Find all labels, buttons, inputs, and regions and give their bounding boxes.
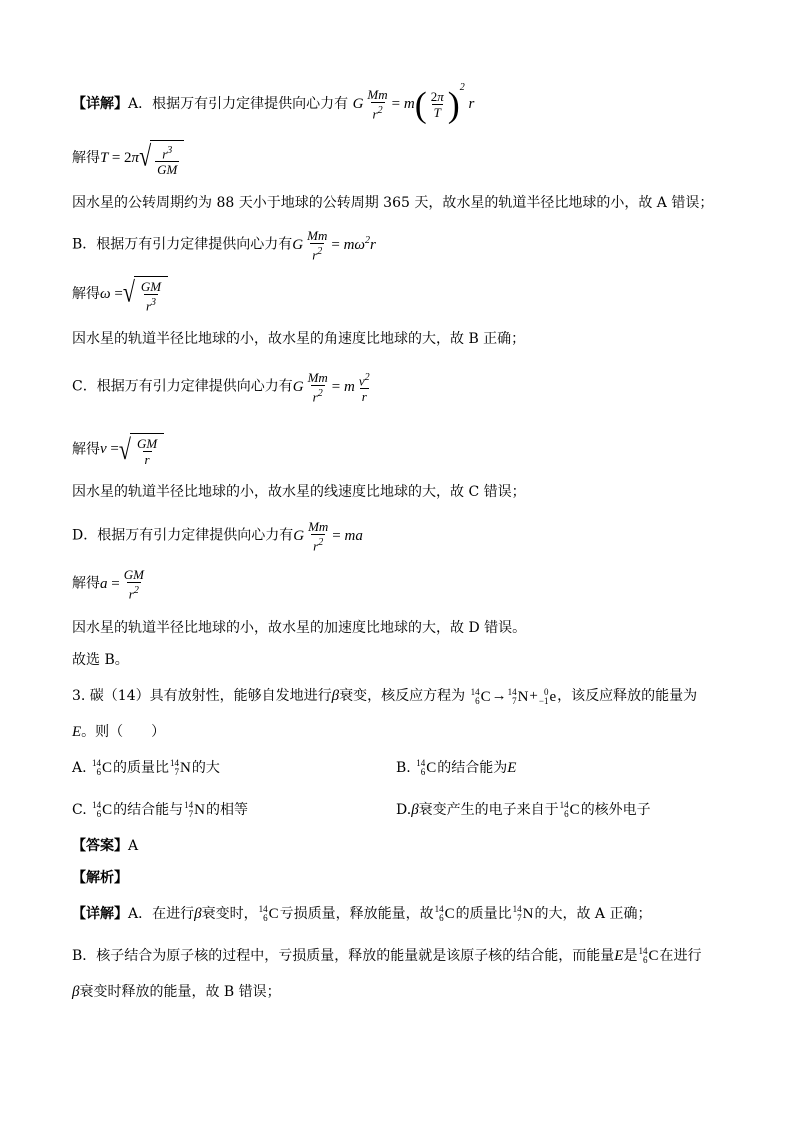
gravity-period-formula: G $\frac{Mm}{r^2}$ = m( $\frac{2\pi}{T}$ )$^2$ r: [352, 82, 475, 125]
gravity-acceleration-formula: G $\frac{Mm}{r^2}$ = ma: [293, 519, 363, 554]
detail-label: 【详解】: [72, 96, 128, 112]
detail-A-formula-line: [72, 78, 474, 125]
nuclide-n14: 14 7 N: [512, 904, 534, 923]
q3-stem-part3: ，该反应释放的能量为: [557, 688, 698, 704]
detail-C-formula-line: [72, 370, 374, 404]
answer-label: 【答案】: [72, 838, 128, 854]
velocity-formula: v = √ $\frac{GM}{r}$: [100, 441, 164, 457]
gravity-velocity-formula: G $\frac{Mm}{r^2}$ = m $\frac{v^2}{r}$: [292, 370, 370, 405]
option-A[interactable]: A. 14 6 C 的质量比 14 7 N 的大: [72, 758, 220, 777]
q3-stem-part1: 3. 碳（14）具有放射性，能够自发地进行: [72, 688, 332, 704]
nuclide-c14: 14 6 C: [258, 904, 279, 923]
conclusion-D: 因水星的轨道半径比地球的小，故水星的加速度比地球的大，故 D 错误。: [72, 620, 527, 636]
analysis-B-line2: β衰变时释放的能量，故 B 错误；: [72, 984, 281, 1000]
nuclide-n14: 14 7 N: [184, 800, 205, 819]
nuclide-n14: 14 7 N: [170, 758, 191, 777]
nuclide-n14: 14 7 N: [507, 686, 529, 706]
detail-B-formula-line: [72, 228, 376, 262]
nuclide-c14: 14 6 C: [92, 758, 113, 777]
nuclide-electron: 0 −1 e: [538, 686, 557, 706]
nuclear-equation: 14 6 C → 14 7 N + 0 −1 e: [470, 686, 557, 706]
nuclide-c14: 14 6 C: [434, 904, 455, 923]
question-3-stem-line2: [72, 722, 165, 742]
question-3-stem-line1: [72, 686, 697, 707]
option-D[interactable]: D.β衰变产生的电子来自于 14 6 C 的核外电子: [396, 800, 651, 819]
nuclide-c14: 14 6 C: [559, 800, 580, 819]
nuclide-c14: 14 6 C: [92, 800, 113, 819]
conclusion-A: 因水星的公转周期约为 88 天小于地球的公转周期 365 天，故水星的轨道半径比地球的小，故 A 错误；: [72, 195, 714, 211]
intro-C: C．根据万有引力定律提供向心力有: [72, 378, 293, 395]
q3-stem-part2: 衰变，核反应方程为: [339, 688, 466, 704]
analysis-A-line: 【详解】A．在进行β衰变时， 14 6 C 亏损质量，释放能量，故 14 6 C 的质量比 14 7 N 的大，故 A 正确；: [72, 904, 652, 923]
option-C[interactable]: C. 14 6 C 的结合能与 14 7 N 的相等: [72, 800, 248, 819]
gravity-omega-formula: G $\frac{Mm}{r^2}$ = $m\omega^2r$: [292, 228, 376, 263]
analysis-label: 【解析】: [72, 870, 128, 886]
answer-line: [72, 836, 138, 856]
period-formula: T = 2π √ $\frac{r^3}{GM}$: [100, 150, 184, 166]
energy-symbol: E: [72, 724, 82, 740]
omega-formula: ω = √ $\frac{GM}{r^3}$: [100, 286, 168, 302]
answer-value: A: [128, 838, 139, 854]
nuclide-c14: 14 6 C: [638, 946, 659, 965]
conclusion-C: 因水星的轨道半径比地球的小，故水星的线速度比地球的大，故 C 错误；: [72, 484, 526, 500]
solve-label: 解得: [72, 286, 100, 303]
beta-symbol: β: [331, 688, 340, 704]
solve-label: 解得: [72, 150, 100, 167]
q3-stem-rest: 。则（ ）: [81, 724, 166, 740]
detail-D-formula-line: [72, 519, 363, 553]
solve-a-line: [72, 567, 148, 601]
solve-label: 解得: [72, 441, 100, 458]
intro-D: D．根据万有引力定律提供向心力有: [72, 527, 294, 544]
final-choice: 故选 B。: [72, 652, 129, 668]
intro-B: B．根据万有引力定律提供向心力有: [72, 236, 293, 253]
acceleration-formula: a = $\frac{GM}{r^2}$: [100, 567, 144, 602]
nuclide-c14: 14 6 C: [470, 686, 491, 706]
solve-label: 解得: [72, 575, 100, 592]
analysis-B-line1: B．核子结合为原子核的过程中，亏损质量，释放的能量就是该原子核的结合能，而能量E是 14 6 C 在进行: [72, 946, 702, 965]
nuclide-c14: 14 6 C: [416, 758, 437, 777]
conclusion-B: 因水星的轨道半径比地球的小，故水星的角速度比地球的大，故 B 正确；: [72, 331, 526, 347]
intro-A: A．根据万有引力定律提供向心力有: [128, 96, 349, 112]
option-B[interactable]: B. 14 6 C 的结合能为E: [396, 758, 517, 777]
solve-omega-line: [72, 276, 168, 313]
solve-v-line: [72, 433, 164, 467]
solve-T-line: [72, 140, 184, 177]
